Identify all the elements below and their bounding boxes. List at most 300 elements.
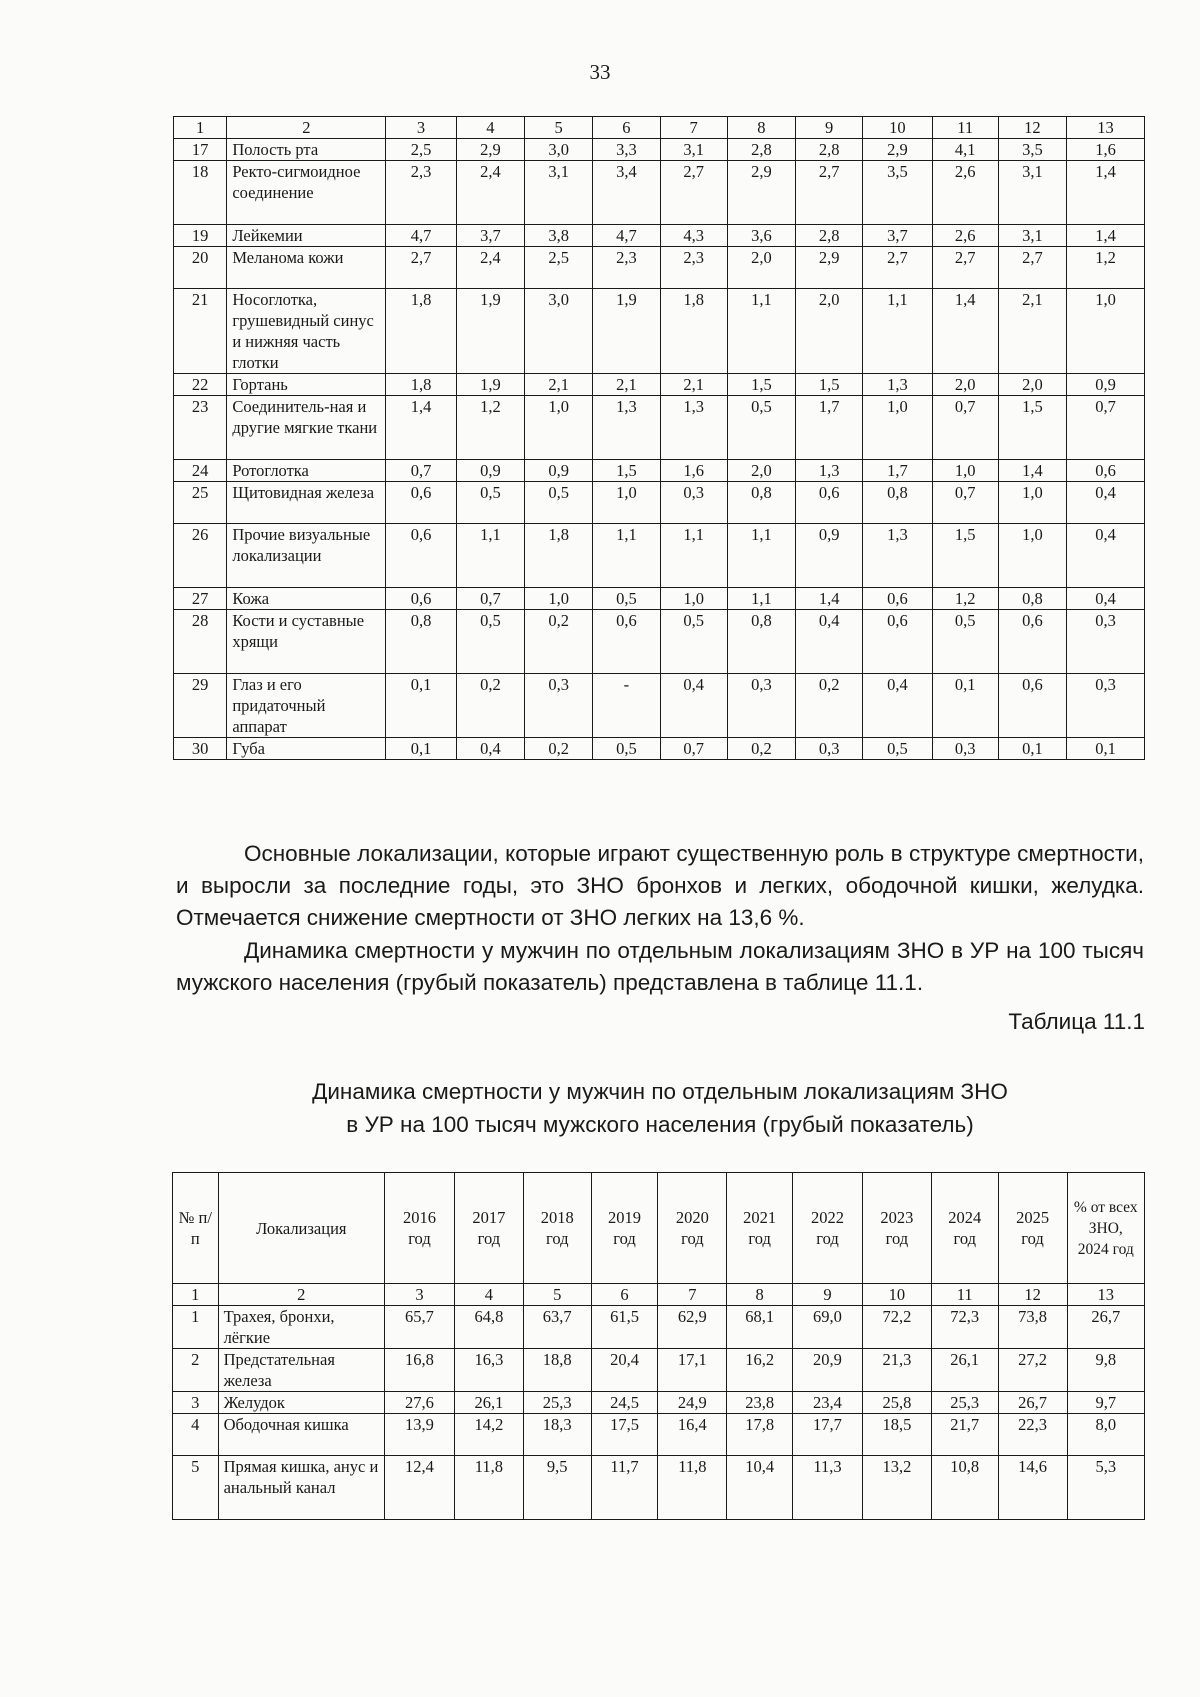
value-cell: 2,1	[660, 374, 727, 396]
value-cell: 0,8	[998, 588, 1066, 610]
value-cell: 2,5	[386, 139, 456, 161]
row-number: 21	[174, 289, 227, 374]
value-cell: 2,0	[998, 374, 1066, 396]
location-name: Щитовидная железа	[227, 482, 386, 524]
value-cell: 2,9	[456, 139, 524, 161]
value-cell: 64,8	[454, 1306, 523, 1349]
value-cell: 1,1	[727, 289, 795, 374]
value-cell: 1,2	[456, 396, 524, 460]
paragraph-main-locations: Основные локализации, которые играют существенную роль в структуре смертности, и выросли за последние годы, это ЗНО бронхов и легких, ободочной кишки, желудка. Отмечается снижение смертности от ЗНО легких на 13,6 %.	[176, 841, 1144, 930]
value-cell: 2,1	[525, 374, 593, 396]
column-number: 9	[793, 1284, 863, 1306]
value-cell: 2,7	[660, 161, 727, 225]
value-cell: 63,7	[523, 1306, 591, 1349]
value-cell: 1,9	[593, 289, 660, 374]
value-cell: 1,9	[456, 289, 524, 374]
value-cell: 2,8	[796, 225, 863, 247]
value-cell: 0,8	[727, 610, 795, 674]
header-year: 2023 год	[862, 1173, 931, 1284]
value-cell: 3,1	[660, 139, 727, 161]
value-cell: 0,5	[456, 482, 524, 524]
value-cell: 1,3	[863, 374, 932, 396]
value-cell: 18,8	[523, 1349, 591, 1392]
location-name: Предстательная железа	[218, 1349, 384, 1392]
header-year: 2019 год	[591, 1173, 658, 1284]
value-cell: 2,7	[998, 247, 1066, 289]
value-cell: 3,3	[593, 139, 660, 161]
header-year: 2022 год	[793, 1173, 863, 1284]
value-cell: 3,5	[863, 161, 932, 225]
column-number: 5	[525, 117, 593, 139]
value-cell: 0,3	[727, 674, 795, 738]
value-cell: 10,8	[931, 1456, 998, 1520]
row-number: 4	[173, 1414, 219, 1456]
location-name: Ободочная кишка	[218, 1414, 384, 1456]
column-number: 12	[998, 1284, 1067, 1306]
table-row	[174, 374, 1145, 396]
value-cell: 0,7	[456, 588, 524, 610]
value-cell: 20,4	[591, 1349, 658, 1392]
value-cell: 69,0	[793, 1306, 863, 1349]
location-name: Гортань	[227, 374, 386, 396]
value-cell: 2,0	[727, 460, 795, 482]
value-cell: 25,3	[931, 1392, 998, 1414]
value-cell: 1,0	[525, 588, 593, 610]
value-cell: 0,6	[998, 610, 1066, 674]
value-cell: 2,7	[796, 161, 863, 225]
value-cell: 0,8	[863, 482, 932, 524]
value-cell: 0,3	[796, 738, 863, 760]
value-cell: 1,3	[660, 396, 727, 460]
value-cell: 27,2	[998, 1349, 1067, 1392]
location-name: Кожа	[227, 588, 386, 610]
value-cell: 0,6	[593, 610, 660, 674]
value-cell: 0,6	[863, 588, 932, 610]
table-label: Таблица 11.1	[1008, 1009, 1145, 1034]
table-row	[174, 289, 1145, 374]
row-number: 22	[174, 374, 227, 396]
value-cell: 0,3	[932, 738, 998, 760]
value-cell: 3,8	[525, 225, 593, 247]
header-year: 2017 год	[454, 1173, 523, 1284]
column-number: 11	[931, 1284, 998, 1306]
column-number: 6	[591, 1284, 658, 1306]
value-cell: 0,2	[727, 738, 795, 760]
row-number: 19	[174, 225, 227, 247]
value-cell: 0,6	[386, 524, 456, 588]
column-number: 13	[1067, 117, 1145, 139]
value-cell: 2,1	[593, 374, 660, 396]
table-title	[176, 1075, 1144, 1141]
column-number: 13	[1067, 1284, 1144, 1306]
table-row	[173, 1349, 1145, 1392]
value-cell: 2,9	[796, 247, 863, 289]
value-cell: 2,7	[863, 247, 932, 289]
column-number: 9	[796, 117, 863, 139]
value-cell: 0,7	[932, 482, 998, 524]
value-cell: 13,9	[384, 1414, 454, 1456]
value-cell: 16,8	[384, 1349, 454, 1392]
value-cell: 0,6	[796, 482, 863, 524]
value-cell: 1,6	[660, 460, 727, 482]
value-cell: 1,1	[727, 524, 795, 588]
value-cell: 1,5	[727, 374, 795, 396]
value-cell: 1,2	[1067, 247, 1145, 289]
value-cell: 0,3	[660, 482, 727, 524]
column-number: 4	[456, 117, 524, 139]
value-cell: 0,6	[1067, 460, 1145, 482]
header-percent: % от всех ЗНО, 2024 год	[1067, 1173, 1144, 1284]
value-cell: 0,1	[386, 674, 456, 738]
table-row	[173, 1456, 1145, 1520]
value-cell: 1,4	[796, 588, 863, 610]
value-cell: 0,5	[456, 610, 524, 674]
value-cell: 27,6	[384, 1392, 454, 1414]
column-number: 4	[454, 1284, 523, 1306]
value-cell: 2,5	[525, 247, 593, 289]
row-number: 26	[174, 524, 227, 588]
value-cell: 2,7	[386, 247, 456, 289]
value-cell: 1,0	[660, 588, 727, 610]
value-cell: 2,4	[456, 161, 524, 225]
value-cell: 62,9	[658, 1306, 727, 1349]
value-cell: 0,4	[456, 738, 524, 760]
location-name: Прямая кишка, анус и анальный канал	[218, 1456, 384, 1520]
value-cell: 3,1	[998, 161, 1066, 225]
value-cell: 1,3	[796, 460, 863, 482]
value-cell: 23,8	[727, 1392, 793, 1414]
value-cell: 26,1	[931, 1349, 998, 1392]
header-year: 2018 год	[523, 1173, 591, 1284]
value-cell: 3,1	[525, 161, 593, 225]
value-cell: 1,2	[932, 588, 998, 610]
value-cell: 24,5	[591, 1392, 658, 1414]
value-cell: 1,0	[593, 482, 660, 524]
value-cell: 0,6	[386, 482, 456, 524]
value-cell: 72,2	[862, 1306, 931, 1349]
value-cell: 5,3	[1067, 1456, 1144, 1520]
value-cell: 0,5	[660, 610, 727, 674]
value-cell: 4,1	[932, 139, 998, 161]
value-cell: 2,9	[863, 139, 932, 161]
location-name: Лейкемии	[227, 225, 386, 247]
value-cell: 1,6	[1067, 139, 1145, 161]
column-number: 8	[727, 1284, 793, 1306]
table-row	[174, 524, 1145, 588]
column-number: 5	[523, 1284, 591, 1306]
value-cell: 3,0	[525, 289, 593, 374]
header-year: 2021 год	[727, 1173, 793, 1284]
column-number: 3	[384, 1284, 454, 1306]
location-name: Носоглотка, грушевидный синус и нижняя часть глотки	[227, 289, 386, 374]
table-header-row	[173, 1173, 1145, 1284]
value-cell: 1,4	[998, 460, 1066, 482]
value-cell: 2,7	[932, 247, 998, 289]
header-year: 2025 год	[998, 1173, 1067, 1284]
value-cell: 2,3	[386, 161, 456, 225]
value-cell: 26,7	[998, 1392, 1067, 1414]
value-cell: 0,2	[456, 674, 524, 738]
value-cell: 0,2	[525, 610, 593, 674]
male-mortality-table-11-1	[172, 1172, 1145, 1520]
header-num: № п/п	[173, 1173, 219, 1284]
value-cell: 0,5	[593, 588, 660, 610]
value-cell: 3,7	[863, 225, 932, 247]
value-cell: 1,1	[593, 524, 660, 588]
table-row	[174, 738, 1145, 760]
value-cell: 20,9	[793, 1349, 863, 1392]
table-row	[173, 1306, 1145, 1349]
value-cell: 0,4	[1067, 482, 1145, 524]
value-cell: 26,1	[454, 1392, 523, 1414]
row-number: 25	[174, 482, 227, 524]
value-cell: 21,7	[931, 1414, 998, 1456]
value-cell: 26,7	[1067, 1306, 1144, 1349]
value-cell: 1,4	[932, 289, 998, 374]
value-cell: 1,5	[932, 524, 998, 588]
column-number: 12	[998, 117, 1066, 139]
column-number-row	[173, 1284, 1145, 1306]
location-name: Ротоглотка	[227, 460, 386, 482]
value-cell: 13,2	[862, 1456, 931, 1520]
value-cell: 11,7	[591, 1456, 658, 1520]
row-number: 17	[174, 139, 227, 161]
value-cell: 1,4	[1067, 225, 1145, 247]
value-cell: 22,3	[998, 1414, 1067, 1456]
value-cell: 2,0	[796, 289, 863, 374]
value-cell: 0,8	[386, 610, 456, 674]
row-number: 20	[174, 247, 227, 289]
value-cell: 0,9	[525, 460, 593, 482]
value-cell: 2,1	[998, 289, 1066, 374]
value-cell: 0,4	[1067, 588, 1145, 610]
row-number: 2	[173, 1349, 219, 1392]
value-cell: 0,6	[386, 588, 456, 610]
value-cell: 10,4	[727, 1456, 793, 1520]
header-year: 2024 год	[931, 1173, 998, 1284]
value-cell: 65,7	[384, 1306, 454, 1349]
value-cell: 14,6	[998, 1456, 1067, 1520]
column-number: 10	[863, 117, 932, 139]
location-name: Меланома кожи	[227, 247, 386, 289]
value-cell: 8,0	[1067, 1414, 1144, 1456]
column-number: 2	[218, 1284, 384, 1306]
value-cell: 1,3	[593, 396, 660, 460]
value-cell: 3,5	[998, 139, 1066, 161]
column-number: 3	[386, 117, 456, 139]
value-cell: 0,1	[932, 674, 998, 738]
value-cell: 18,3	[523, 1414, 591, 1456]
location-name: Полость рта	[227, 139, 386, 161]
value-cell: 0,1	[1067, 738, 1145, 760]
value-cell: 17,1	[658, 1349, 727, 1392]
value-cell: 1,1	[727, 588, 795, 610]
value-cell: 11,3	[793, 1456, 863, 1520]
table-row	[174, 460, 1145, 482]
table-row	[174, 482, 1145, 524]
row-number: 29	[174, 674, 227, 738]
value-cell: 18,5	[862, 1414, 931, 1456]
value-cell: 24,9	[658, 1392, 727, 1414]
value-cell: 1,1	[456, 524, 524, 588]
value-cell: 1,8	[386, 374, 456, 396]
value-cell: 21,3	[862, 1349, 931, 1392]
table-row	[174, 161, 1145, 225]
value-cell: 16,4	[658, 1414, 727, 1456]
value-cell: 4,7	[593, 225, 660, 247]
value-cell: 0,9	[796, 524, 863, 588]
location-name: Глаз и его придаточный аппарат	[227, 674, 386, 738]
row-number: 23	[174, 396, 227, 460]
value-cell: 1,5	[796, 374, 863, 396]
value-cell: 0,7	[932, 396, 998, 460]
value-cell: 0,3	[525, 674, 593, 738]
value-cell: 1,8	[386, 289, 456, 374]
value-cell: 0,6	[863, 610, 932, 674]
table-row	[174, 247, 1145, 289]
row-number: 27	[174, 588, 227, 610]
value-cell: 3,6	[727, 225, 795, 247]
table-row	[173, 1414, 1145, 1456]
value-cell: 0,5	[525, 482, 593, 524]
value-cell: 0,4	[796, 610, 863, 674]
value-cell: 1,1	[660, 524, 727, 588]
value-cell: 0,9	[456, 460, 524, 482]
column-number: 7	[660, 117, 727, 139]
value-cell: 2,8	[796, 139, 863, 161]
value-cell: 2,6	[932, 161, 998, 225]
value-cell: 0,9	[1067, 374, 1145, 396]
value-cell: 0,4	[1067, 524, 1145, 588]
value-cell: 0,5	[593, 738, 660, 760]
value-cell: 1,7	[796, 396, 863, 460]
value-cell: 0,2	[796, 674, 863, 738]
value-cell: 1,0	[1067, 289, 1145, 374]
value-cell: 0,3	[1067, 674, 1145, 738]
column-number-row	[174, 117, 1145, 139]
value-cell: 0,7	[386, 460, 456, 482]
value-cell: 11,8	[658, 1456, 727, 1520]
row-number: 30	[174, 738, 227, 760]
location-name: Ректо-сигмоидное соединение	[227, 161, 386, 225]
table-row	[174, 225, 1145, 247]
value-cell: 0,1	[386, 738, 456, 760]
value-cell: 16,3	[454, 1349, 523, 1392]
row-number: 24	[174, 460, 227, 482]
value-cell: 2,4	[456, 247, 524, 289]
value-cell: 9,8	[1067, 1349, 1144, 1392]
table-title-line-1: Динамика смертности у мужчин по отдельным локализациям ЗНО	[312, 1079, 1008, 1104]
value-cell: 2,3	[593, 247, 660, 289]
value-cell: 0,1	[998, 738, 1066, 760]
header-year: 2020 год	[658, 1173, 727, 1284]
table-row	[173, 1392, 1145, 1414]
value-cell: 3,4	[593, 161, 660, 225]
location-name: Кости и суставные хрящи	[227, 610, 386, 674]
header-year: 2016 год	[384, 1173, 454, 1284]
table-row	[174, 674, 1145, 738]
location-name: Трахея, бронхи, лёгкие	[218, 1306, 384, 1349]
value-cell: 1,5	[593, 460, 660, 482]
value-cell: 1,3	[863, 524, 932, 588]
value-cell: 1,0	[863, 396, 932, 460]
continued-mortality-table	[173, 116, 1145, 760]
value-cell: 2,9	[727, 161, 795, 225]
value-cell: 3,1	[998, 225, 1066, 247]
value-cell: 3,7	[456, 225, 524, 247]
value-cell: 61,5	[591, 1306, 658, 1349]
value-cell: 0,4	[863, 674, 932, 738]
value-cell: 0,7	[1067, 396, 1145, 460]
value-cell: 0,2	[525, 738, 593, 760]
table-row	[174, 139, 1145, 161]
row-number: 3	[173, 1392, 219, 1414]
value-cell: 23,4	[793, 1392, 863, 1414]
value-cell: 1,9	[456, 374, 524, 396]
column-number: 11	[932, 117, 998, 139]
page-number: 33	[589, 60, 611, 84]
value-cell: 4,3	[660, 225, 727, 247]
value-cell: 2,0	[727, 247, 795, 289]
value-cell: 0,5	[727, 396, 795, 460]
value-cell: 1,0	[932, 460, 998, 482]
value-cell: 73,8	[998, 1306, 1067, 1349]
value-cell: -	[593, 674, 660, 738]
column-number: 2	[227, 117, 386, 139]
value-cell: 0,5	[932, 610, 998, 674]
column-number: 1	[173, 1284, 219, 1306]
value-cell: 2,3	[660, 247, 727, 289]
value-cell: 0,7	[660, 738, 727, 760]
value-cell: 25,8	[862, 1392, 931, 1414]
value-cell: 0,5	[863, 738, 932, 760]
value-cell: 2,6	[932, 225, 998, 247]
column-number: 1	[174, 117, 227, 139]
table-row	[174, 396, 1145, 460]
value-cell: 1,8	[660, 289, 727, 374]
value-cell: 11,8	[454, 1456, 523, 1520]
value-cell: 12,4	[384, 1456, 454, 1520]
value-cell: 16,2	[727, 1349, 793, 1392]
value-cell: 2,8	[727, 139, 795, 161]
paragraph-table-reference: Динамика смертности у мужчин по отдельным локализациям ЗНО в УР на 100 тысяч мужского населения (грубый показатель) представлена в таблице 11.1.	[176, 938, 1144, 995]
table-row	[174, 588, 1145, 610]
header-location: Локализация	[218, 1173, 384, 1284]
value-cell: 1,0	[525, 396, 593, 460]
value-cell: 0,8	[727, 482, 795, 524]
table-title-line-2: в УР на 100 тысяч мужского населения (грубый показатель)	[346, 1112, 974, 1137]
value-cell: 1,4	[1067, 161, 1145, 225]
value-cell: 9,5	[523, 1456, 591, 1520]
value-cell: 14,2	[454, 1414, 523, 1456]
value-cell: 17,7	[793, 1414, 863, 1456]
value-cell: 1,7	[863, 460, 932, 482]
value-cell: 1,1	[863, 289, 932, 374]
value-cell: 1,8	[525, 524, 593, 588]
value-cell: 25,3	[523, 1392, 591, 1414]
value-cell: 2,0	[932, 374, 998, 396]
value-cell: 1,4	[386, 396, 456, 460]
value-cell: 72,3	[931, 1306, 998, 1349]
column-number: 6	[593, 117, 660, 139]
value-cell: 17,5	[591, 1414, 658, 1456]
value-cell: 9,7	[1067, 1392, 1144, 1414]
column-number: 8	[727, 117, 795, 139]
column-number: 10	[862, 1284, 931, 1306]
value-cell: 17,8	[727, 1414, 793, 1456]
column-number: 7	[658, 1284, 727, 1306]
location-name: Желудок	[218, 1392, 384, 1414]
